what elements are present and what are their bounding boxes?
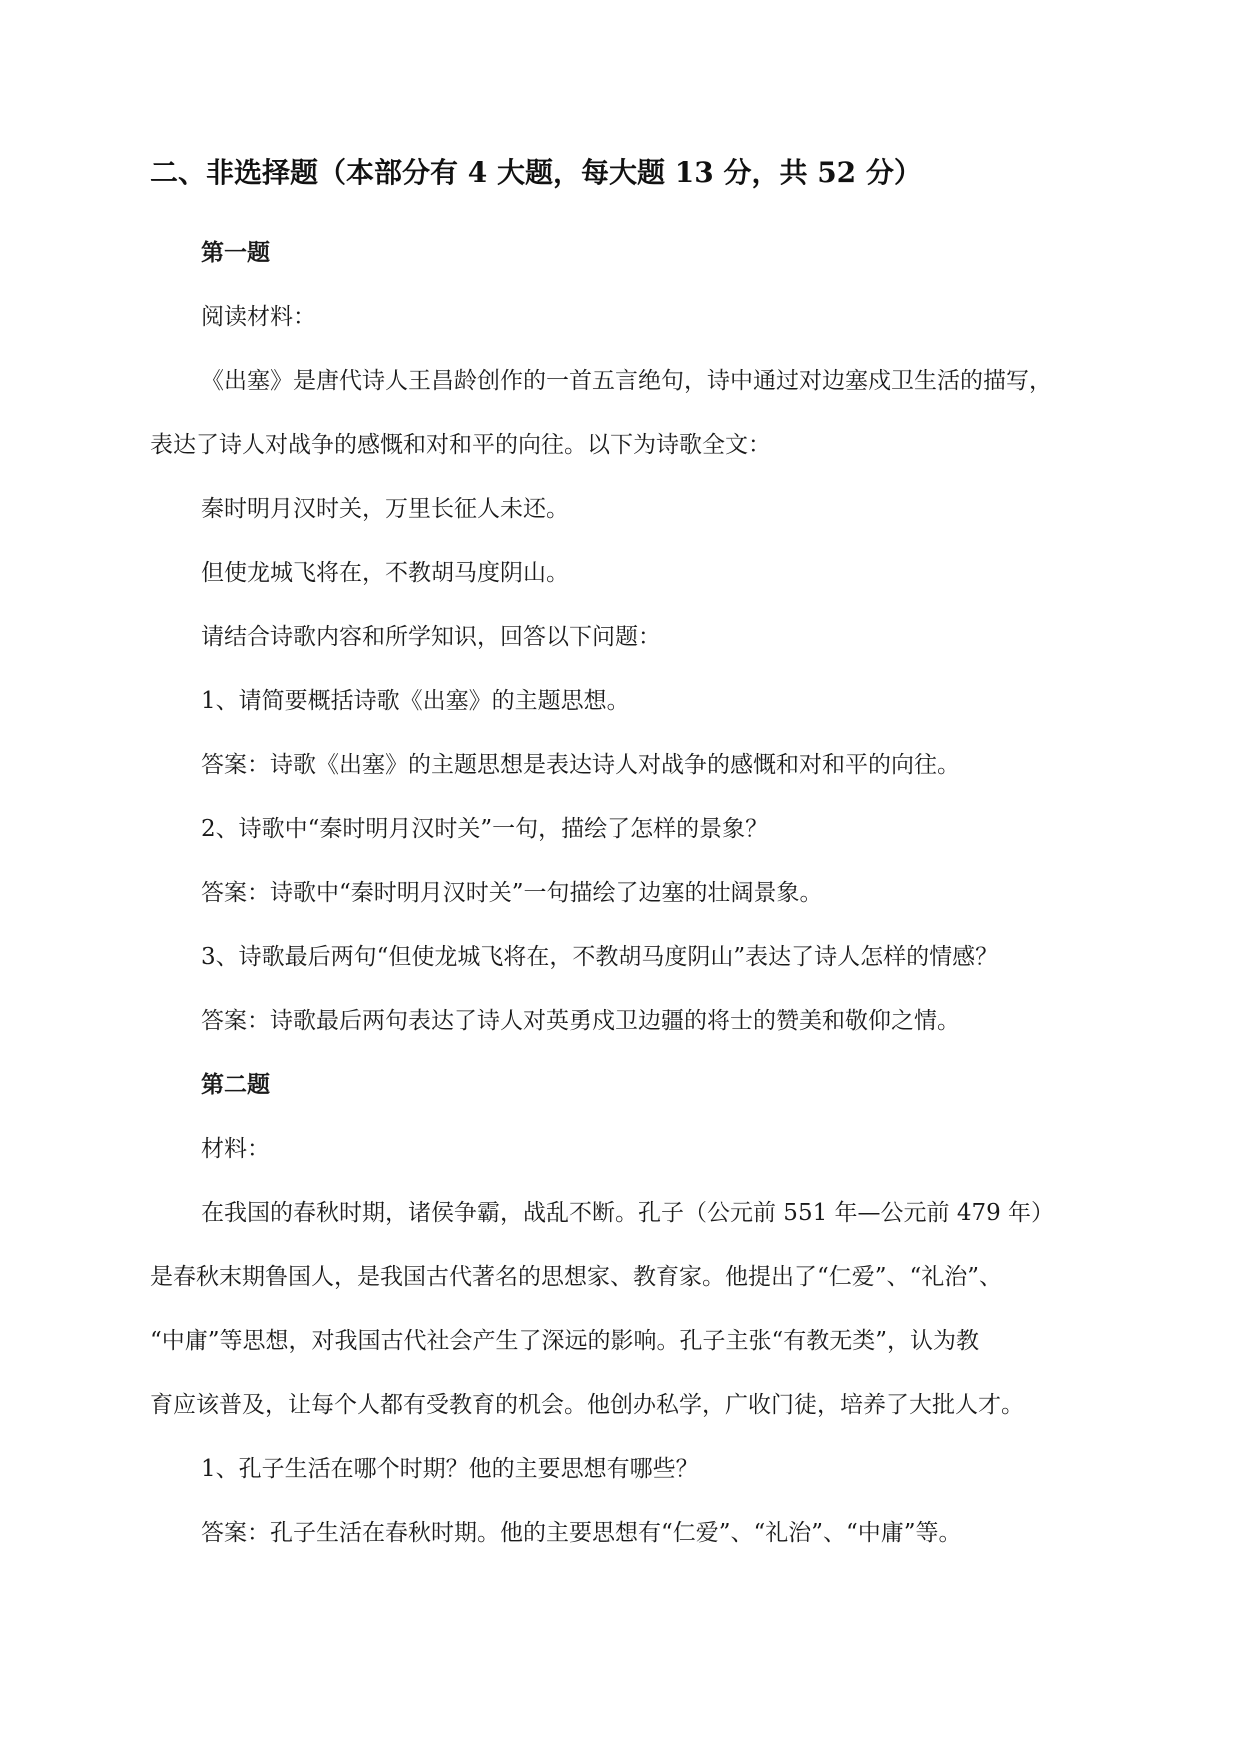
question-1-2-answer: 答案：诗歌中“秦时明月汉时关”一句描绘了边塞的壮阔景象。 (201, 880, 823, 906)
question-1-1-text: 1、请简要概括诗歌《出塞》的主题思想。 (201, 688, 630, 714)
question-1-intro-line-1: 《出塞》是唐代诗人王昌龄创作的一首五言绝句，诗中通过对边塞戍卫生活的描写， (201, 368, 1052, 394)
question-2-title: 第二题 (201, 1071, 270, 1098)
question-1-title: 第一题 (201, 239, 270, 266)
question-1-1-answer: 答案：诗歌《出塞》的主题思想是表达诗人对战争的感慨和对和平的向往。 (201, 752, 960, 778)
section-title: 二、非选择题（本部分有 4 大题，每大题 13 分，共 52 分） (150, 156, 922, 189)
poem-line-1: 秦时明月汉时关，万里长征人未还。 (201, 496, 569, 522)
question-2-material-label: 材料： (201, 1136, 270, 1162)
question-2-paragraph-line-2: 是春秋末期鲁国人，是我国古代著名的思想家、教育家。他提出了“仁爱”、“礼治”、 (150, 1264, 1003, 1290)
question-2-1-answer: 答案：孔子生活在春秋时期。他的主要思想有“仁爱”、“礼治”、“中庸”等。 (201, 1520, 962, 1546)
question-1-intro-line-2: 表达了诗人对战争的感慨和对和平的向往。以下为诗歌全文： (150, 432, 771, 458)
question-2-paragraph-line-4: 育应该普及，让每个人都有受教育的机会。他创办私学，广收门徒，培养了大批人才。 (150, 1392, 1024, 1418)
question-1-3-answer: 答案：诗歌最后两句表达了诗人对英勇戍卫边疆的将士的赞美和敬仰之情。 (201, 1008, 960, 1034)
question-1-2-text: 2、诗歌中“秦时明月汉时关”一句，描绘了怎样的景象？ (201, 816, 769, 842)
question-1-prompt: 请结合诗歌内容和所学知识，回答以下问题： (201, 624, 661, 650)
question-1-material-label: 阅读材料： (201, 304, 316, 330)
poem-line-2: 但使龙城飞将在，不教胡马度阴山。 (201, 560, 569, 586)
question-2-paragraph-line-3: “中庸”等思想，对我国古代社会产生了深远的影响。孔子主张“有教无类”，认为教 (150, 1328, 980, 1354)
question-2-1-text: 1、孔子生活在哪个时期？他的主要思想有哪些？ (201, 1456, 699, 1482)
question-1-3-text: 3、诗歌最后两句“但使龙城飞将在，不教胡马度阴山”表达了诗人怎样的情感？ (201, 944, 999, 970)
question-2-paragraph-line-1: 在我国的春秋时期，诸侯争霸，战乱不断。孔子（公元前 551 年—公元前 479 年） (201, 1200, 1055, 1226)
